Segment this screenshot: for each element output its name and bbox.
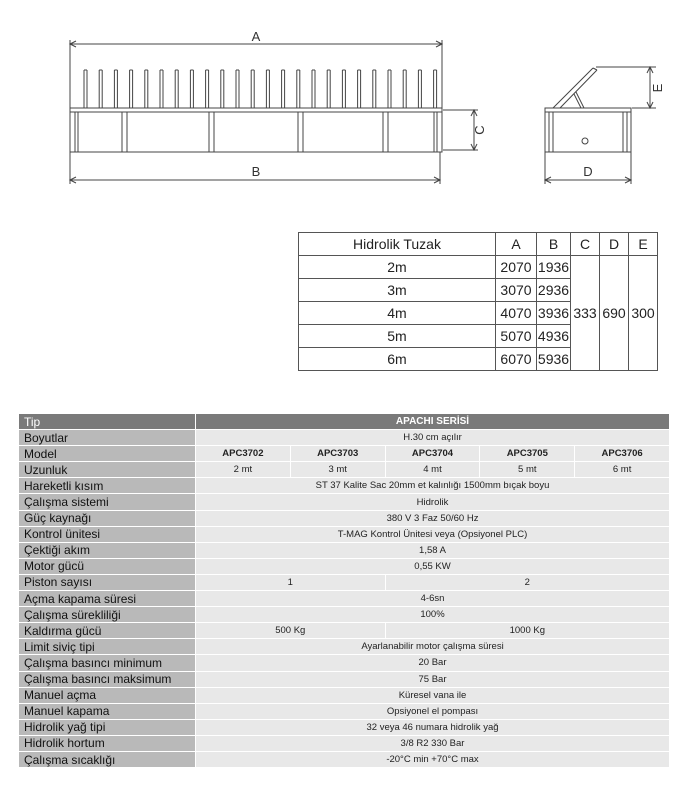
spec-row [19,430,670,446]
lift-value: 500 Kg [196,623,386,639]
dimension-table [298,232,658,371]
spec-label: Çalışma basıncı minimum [19,655,196,671]
spec-row [19,494,670,510]
spec-label: Kaldırma gücü [19,623,196,639]
row-name: 3m [299,279,496,302]
cell-b: 3936 [537,302,571,325]
spec-row [19,607,670,623]
spec-value: 100% [196,607,670,623]
spec-label: Açma kapama süresi [19,591,196,607]
model-cell: APC3702 [196,446,291,462]
row-name: 6m [299,348,496,371]
header-cell: E [629,233,658,256]
spec-label: Piston sayısı [19,574,196,590]
spec-row [19,703,670,719]
spec-row [19,542,670,558]
dimension-table-header [299,233,658,256]
spec-value: T-MAG Kontrol Ünitesi veya (Opsiyonel PLC) [196,526,670,542]
row-name: 2m [299,256,496,279]
table-row [299,256,658,279]
spec-row [19,574,670,590]
cell-a: 4070 [496,302,537,325]
cell-a: 3070 [496,279,537,302]
spec-label: Çalışma sıcaklığı [19,751,196,767]
header-cell: C [571,233,600,256]
cell-a: 6070 [496,348,537,371]
spec-value: 32 veya 46 numara hidrolik yağ [196,719,670,735]
spec-label: Çalışma basıncı maksimum [19,671,196,687]
spec-value: 1,58 A [196,542,670,558]
spec-value: Küresel vana ile [196,687,670,703]
spec-label: Manuel kapama [19,703,196,719]
spec-label: Motor gücü [19,558,196,574]
lift-value: 1000 Kg [385,623,669,639]
spec-value: 380 V 3 Faz 50/60 Hz [196,510,670,526]
spec-label: Model [19,446,196,462]
spec-label: Manuel açma [19,687,196,703]
row-name: 5m [299,325,496,348]
cell-b: 2936 [537,279,571,302]
spec-label: Çektiği akım [19,542,196,558]
length-cell: 2 mt [196,462,291,478]
length-cell: 5 mt [480,462,575,478]
length-cell: 3 mt [290,462,385,478]
spec-label: Kontrol ünitesi [19,526,196,542]
spec-value: Ayarlanabilir motor çalışma süresi [196,639,670,655]
cell-b: 5936 [537,348,571,371]
cell-b: 1936 [537,256,571,279]
cell-c-shared: 333 [571,256,600,371]
spec-label: Güç kaynağı [19,510,196,526]
spec-label: Tip [19,414,196,430]
spec-row [19,751,670,767]
length-cell: 4 mt [385,462,480,478]
dim-label-b: B [251,164,261,179]
spec-label: Hidrolik hortum [19,735,196,751]
cell-e-shared: 300 [629,256,658,371]
cell-b: 4936 [537,325,571,348]
technical-drawing [0,0,685,215]
spec-row [19,639,670,655]
model-cell: APC3706 [575,446,670,462]
spec-value: -20°C min +70°C max [196,751,670,767]
model-cell: APC3705 [480,446,575,462]
spec-header-row [19,414,670,430]
spec-label: Boyutlar [19,430,196,446]
spec-label: Çalışma sürekliliği [19,607,196,623]
spec-value: 3/8 R2 330 Bar [196,735,670,751]
spec-label: Çalışma sistemi [19,494,196,510]
dim-label-e: E [650,83,665,93]
spec-row [19,591,670,607]
spec-label: Limit siviç tipi [19,639,196,655]
cell-d-shared: 690 [600,256,629,371]
spec-row [19,687,670,703]
spec-value: Hidrolik [196,494,670,510]
model-cell: APC3703 [290,446,385,462]
spec-value: 0,55 KW [196,558,670,574]
spec-label: Hareketli kısım [19,478,196,494]
spec-value: 75 Bar [196,671,670,687]
spec-row [19,478,670,494]
spec-row [19,526,670,542]
spec-row [19,462,670,478]
dim-label-d: D [583,164,593,179]
spec-value: Opsiyonel el pompası [196,703,670,719]
piston-value: 1 [196,574,386,590]
spec-row [19,510,670,526]
header-cell: B [537,233,571,256]
spec-row [19,446,670,462]
header-cell: Hidrolik Tuzak [299,233,496,256]
spec-row [19,671,670,687]
spec-row [19,655,670,671]
spec-label: Hidrolik yağ tipi [19,719,196,735]
spec-value: ST 37 Kalite Sac 20mm et kalınlığı 1500mm bıçak boyu [196,478,670,494]
header-cell: D [600,233,629,256]
spec-value: H.30 cm açılır [196,430,670,446]
spec-row [19,719,670,735]
spec-row [19,735,670,751]
spec-table [18,413,670,768]
cell-a: 5070 [496,325,537,348]
row-name: 4m [299,302,496,325]
spec-value: 4-6sn [196,591,670,607]
length-cell: 6 mt [575,462,670,478]
series-title: APACHI SERİSİ [196,414,670,430]
spec-label: Uzunluk [19,462,196,478]
piston-value: 2 [385,574,669,590]
spec-value: 20 Bar [196,655,670,671]
spec-row [19,558,670,574]
cell-a: 2070 [496,256,537,279]
dim-label-a: A [251,29,261,44]
spec-row [19,623,670,639]
model-cell: APC3704 [385,446,480,462]
dim-label-c: C [472,125,487,135]
header-cell: A [496,233,537,256]
